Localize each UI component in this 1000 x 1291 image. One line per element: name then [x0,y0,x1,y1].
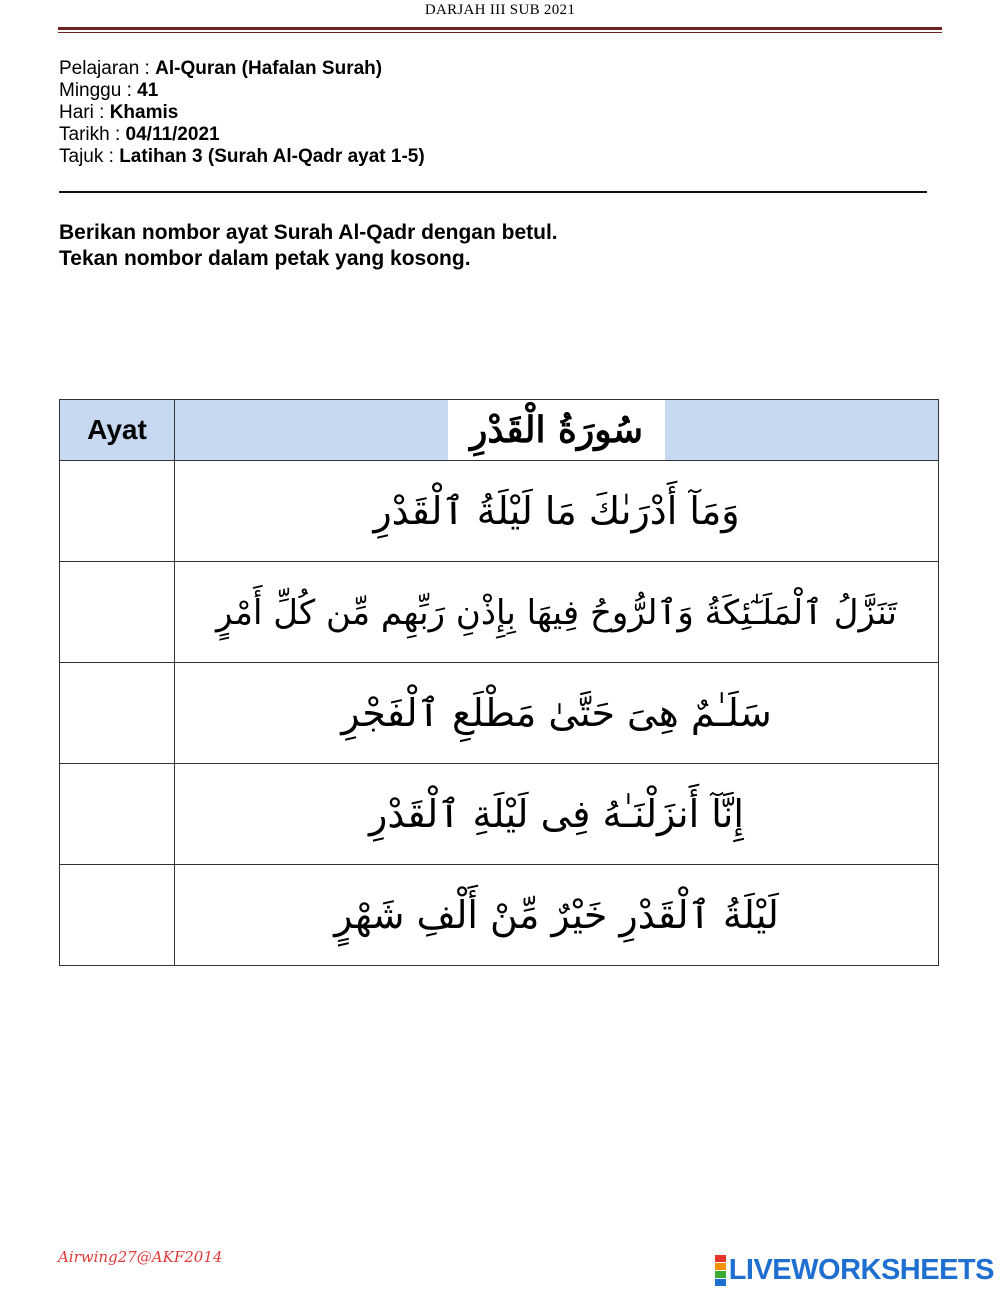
header-rule-thick [58,27,942,30]
ayat-number-input-5[interactable] [80,894,154,936]
tarikh-row [59,124,425,146]
instruction-line-1: Berikan nombor ayat Surah Al-Qadr dengan betul. [59,221,558,244]
brand-name: LIVEWORKSHEETS [728,1254,994,1286]
ayat-number-input-1[interactable] [80,490,154,532]
answer-cell [60,562,175,663]
table-row [60,663,939,764]
verse-text-1: وَمَآ أَدْرَىٰكَ مَا لَيْلَةُ ٱلْقَدْرِ [373,489,740,533]
document-header-title: DARJAH III SUB 2021 [424,2,576,18]
table-header-row [60,400,939,461]
verse-text-4: إِنَّآ أَنزَلْنَـٰهُ فِى لَيْلَةِ ٱلْقَدْرِ [369,792,744,836]
surah-title-header [175,400,939,461]
logo-block-red [715,1255,726,1262]
answer-cell [60,461,175,562]
liveworksheets-logo-icon [715,1255,726,1286]
table-row [60,865,939,966]
answer-cell [60,865,175,966]
ayat-number-input-3[interactable] [80,692,154,734]
hari-row [59,102,425,124]
tarikh-value: 04/11/2021 [125,124,220,145]
verse-text-2: تَنَزَّلُ ٱلْمَلَـٰٓئِكَةُ وَٱلرُّوحُ فِيهَا بِإِذْنِ رَبِّهِم مِّن كُلِّ أَمْرٍ [216,592,897,633]
table-row [60,764,939,865]
minggu-value: 41 [137,80,159,101]
minggu-label: Minggu : [59,80,138,101]
verse-cell [175,562,939,663]
author-signature: Airwing27@AKF2014 [58,1248,223,1266]
ayat-table [59,399,939,966]
ayat-column-header: Ayat [60,400,175,461]
hari-value: Khamis [109,102,179,123]
liveworksheets-brand[interactable] [715,1254,994,1287]
verse-cell [175,865,939,966]
tajuk-label: Tajuk : [59,146,120,167]
ayat-number-input-4[interactable] [80,793,154,835]
tajuk-value: Latihan 3 (Surah Al-Qadr ayat 1-5) [119,146,425,167]
tajuk-row [59,146,425,168]
section-divider [59,191,927,193]
lesson-info [59,58,425,168]
pelajaran-value: Al-Quran (Hafalan Surah) [155,58,383,79]
pelajaran-label: Pelajaran : [59,58,156,79]
logo-block-green [715,1271,726,1278]
ayat-number-input-2[interactable] [80,591,154,633]
table-row [60,562,939,663]
surah-title: سُورَةُ الْقَدْرِ [448,400,665,460]
minggu-row [59,80,425,102]
answer-cell [60,764,175,865]
header-rule-thin [58,32,942,33]
logo-block-blue [715,1279,726,1286]
verse-cell [175,663,939,764]
verse-cell [175,764,939,865]
instruction-line-2: Tekan nombor dalam petak yang kosong. [59,247,471,270]
verse-text-3: سَلَـٰمٌ هِىَ حَتَّىٰ مَطْلَعِ ٱلْفَجْرِ [341,691,772,735]
answer-cell [60,663,175,764]
verse-text-5: لَيْلَةُ ٱلْقَدْرِ خَيْرٌ مِّنْ أَلْفِ شَهْرٍ [334,893,779,937]
logo-block-orange [715,1263,726,1270]
hari-label: Hari : [59,102,110,123]
instructions [59,220,558,272]
tarikh-label: Tarikh : [59,124,126,145]
table-row [60,461,939,562]
verse-cell [175,461,939,562]
pelajaran-row [59,58,425,80]
